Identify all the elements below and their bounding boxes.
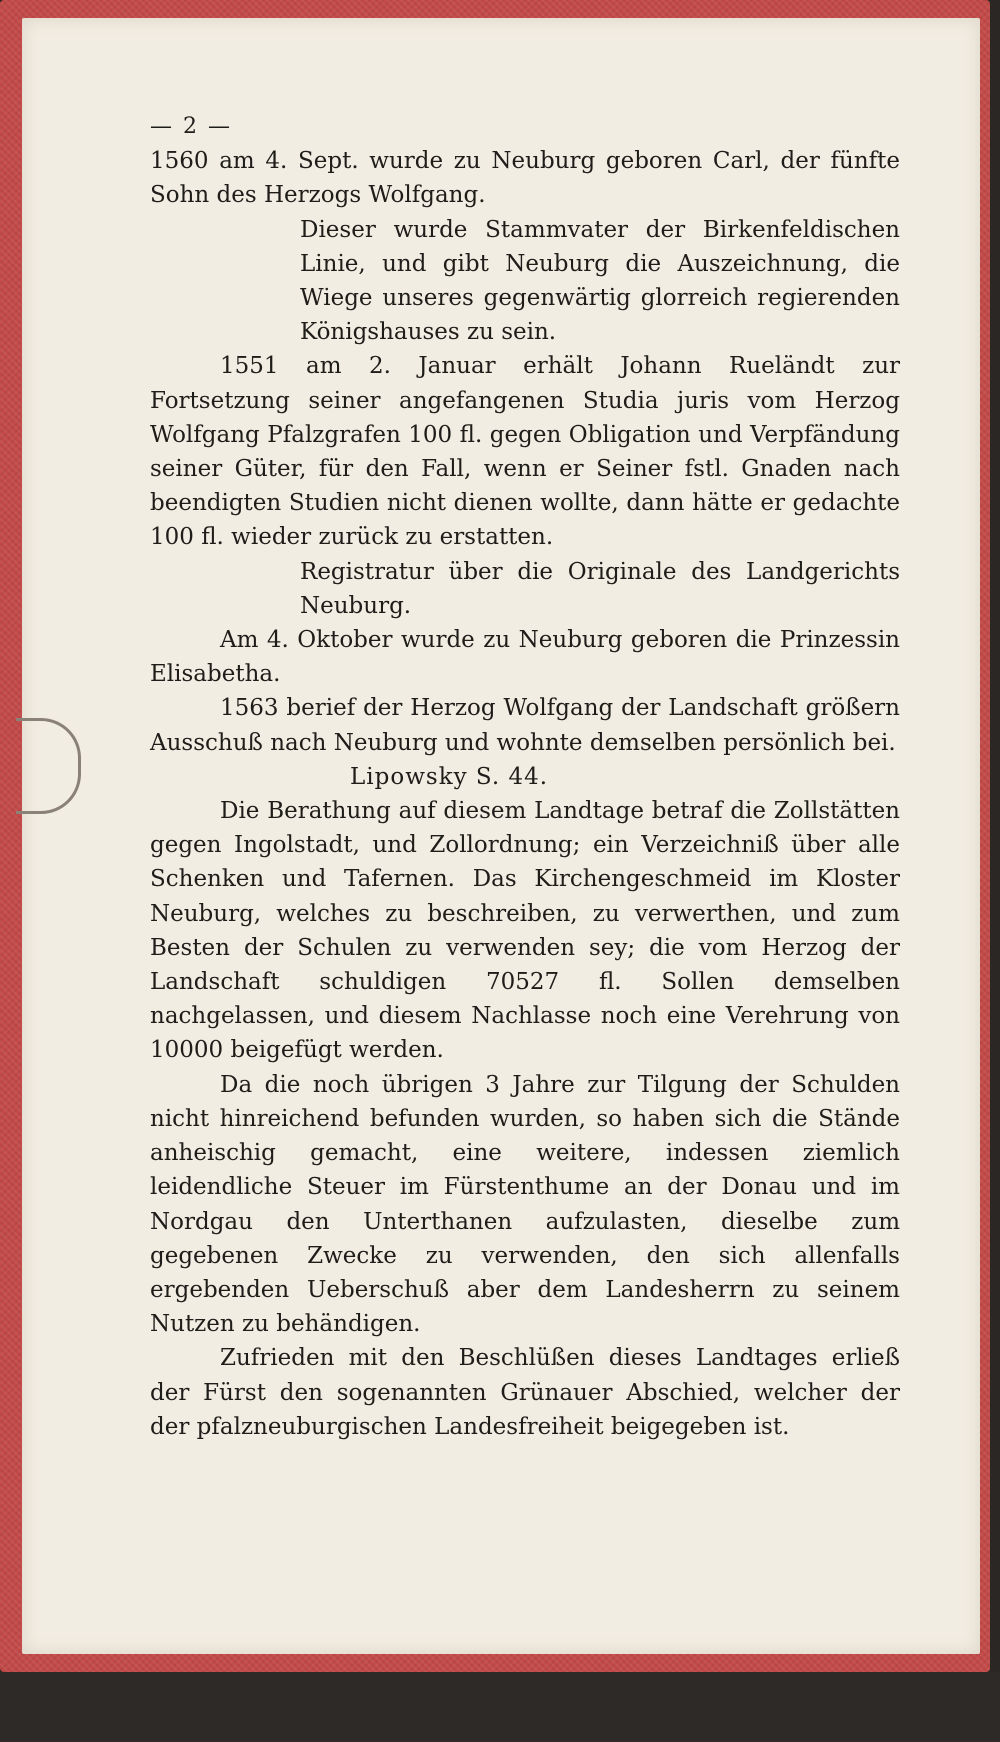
page-text: [150, 110, 900, 1444]
background-surface: [0, 1672, 1000, 1742]
paragraph-stammvater: Dieser wurde Stammvater der Birkenfeldischen Linie, und gibt Neuburg die Auszeichnung, die Wiege unseres gegenwärtig glorreich regierenden Königshauses zu sein.: [300, 216, 900, 346]
paragraph-1551: 1551 am 2. Januar erhält Johann Rueländt zur Fortsetzung seiner angefangenen Studia juris vom Herzog Wolfgang Pfalzgrafen 100 fl. gegen Obligation und Verpfändung seiner Güter, für den Fall, wenn er Seiner fstl. Gnaden nach beendigten Studien nicht dienen wollte, dann hätte er gedachte 100 fl. wieder zurück zu erstatten.: [150, 353, 900, 551]
paragraph-abschied: Zufrieden mit den Beschlüßen dieses Landtages erließ der Fürst den sogenannten Grünauer Abschied, welcher der der pfalzneuburgischen Landesfreiheit beigegeben ist.: [150, 1345, 900, 1440]
page-number: — 2 —: [150, 114, 232, 139]
paragraph-elisabetha: Am 4. Oktober wurde zu Neuburg geboren die Prinzessin Elisabetha.: [150, 627, 900, 688]
reference-registratur: Registratur über die Originale des Landgerichts Neuburg.: [300, 558, 900, 619]
paragraph-tilgung: Da die noch übrigen 3 Jahre zur Tilgung der Schulden nicht hinreichend befunden wurden, so haben sich die Stände anheischig gemacht, eine weitere, indessen ziemlich leidendliche Steuer im Fürstenthume an der Donau und im Nordgau den Unterthanen aufzulasten, dieselbe zum gegebenen Zwecke zu verwenden, den sich allenfalls ergebenden Ueberschuß aber dem Landesherrn zu seinem Nutzen zu behändigen.: [150, 1071, 900, 1338]
page-tab-outline: [16, 718, 81, 814]
reference-lipowsky: Lipowsky S. 44.: [350, 763, 549, 790]
paragraph-1563: 1563 berief der Herzog Wolfgang der Landschaft größern Ausschuß nach Neuburg und wohnte demselben persönlich bei.: [150, 695, 900, 756]
paragraph-berathung: Die Berathung auf diesem Landtage betraf die Zollstätten gegen Ingolstadt, und Zollordnung; ein Verzeichniß über alle Schenken und Tafernen. Das Kirchengeschmeid im Kloster Neuburg, welches zu beschreiben, zu verwerthen, und zum Besten der Schulen zu verwenden sey; die vom Herzog der Landschaft schuldigen 70527 fl. Sollen demselben nachgelassen, und diesem Nachlasse noch eine Verehrung von 10000 beigefügt werden.: [150, 798, 900, 1064]
paragraph-1560: 1560 am 4. Sept. wurde zu Neuburg geboren Carl, der fünfte Sohn des Herzogs Wolfgang.: [150, 148, 900, 209]
